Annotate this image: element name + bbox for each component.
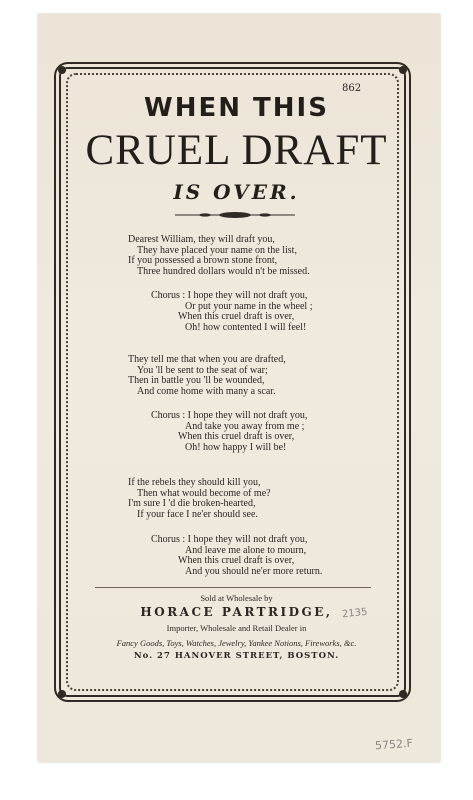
verse-line: When this cruel draft is over, — [178, 311, 295, 323]
stanza-2 — [128, 355, 286, 398]
verse-line: Dearest William, they will draft you, — [128, 234, 275, 245]
verse-line: And take you away from me ; — [185, 420, 305, 432]
verse-line: Three hundred dollars would n't be missed. — [137, 266, 310, 278]
stanza-1 — [128, 235, 310, 278]
verse-line: When this cruel draft is over, — [178, 555, 295, 567]
verse-line: Oh! how contented I will feel! — [185, 322, 307, 334]
verse-line: You 'll be sent to the seat of war; — [137, 364, 268, 376]
verse-line: Chorus : I hope they will not draft you, — [151, 534, 308, 545]
verse-line: If your face I ne'er should see. — [137, 509, 258, 521]
imprint-divider — [95, 587, 371, 588]
stanza-3 — [128, 478, 271, 521]
catalog-number: 5752.F — [374, 736, 414, 753]
verse-line: Chorus : I hope they will not draft you, — [151, 410, 308, 421]
imprint-goods: Fancy Goods, Toys, Watches, Jewelry, Yankee Notions, Fireworks, &c. — [116, 638, 357, 648]
pencil-annotation: 2135 — [341, 606, 368, 621]
verse-line: Then in battle you 'll be wounded, — [128, 375, 265, 387]
imprint-address: No. 27 HANOVER STREET, BOSTON. — [133, 651, 340, 661]
imprint-publisher: HORACE PARTRIDGE, — [140, 605, 333, 619]
verse-line: Or put your name in the wheel ; — [185, 300, 313, 312]
verse-line: Oh! how happy I will be! — [185, 442, 287, 454]
verse-line: And you should ne'er more return. — [185, 566, 323, 578]
title-line-2: CRUEL DRAFT — [85, 127, 388, 174]
verse-line: When this cruel draft is over, — [178, 431, 295, 443]
chorus-2 — [151, 411, 307, 454]
title-line-1: WHEN THIS — [144, 93, 329, 123]
sheet-number: 862 — [342, 83, 362, 94]
verse-line: Then what would become of me? — [137, 487, 271, 499]
verse-line: They tell me that when you are drafted, — [128, 354, 286, 365]
verse-line: And leave me alone to mourn, — [185, 544, 307, 556]
verse-line: Chorus : I hope they will not draft you, — [151, 290, 308, 301]
verse-line: I'm sure I 'd die broken-hearted, — [128, 498, 256, 510]
divider-ornament-icon — [175, 209, 295, 221]
chorus-3 — [151, 535, 322, 578]
imprint-description: Importer, Wholesale and Retail Dealer in — [166, 623, 307, 633]
verse-line: If the rebels they should kill you, — [128, 477, 261, 488]
imprint-sold-by: Sold at Wholesale by — [200, 593, 273, 603]
verse-line: If you possessed a brown stone front, — [128, 255, 278, 267]
verse-line: They have placed your name on the list, — [137, 244, 297, 256]
chorus-1 — [151, 291, 312, 334]
verse-line: And come home with many a scar. — [137, 386, 276, 398]
title-line-3: IS OVER. — [173, 180, 300, 204]
